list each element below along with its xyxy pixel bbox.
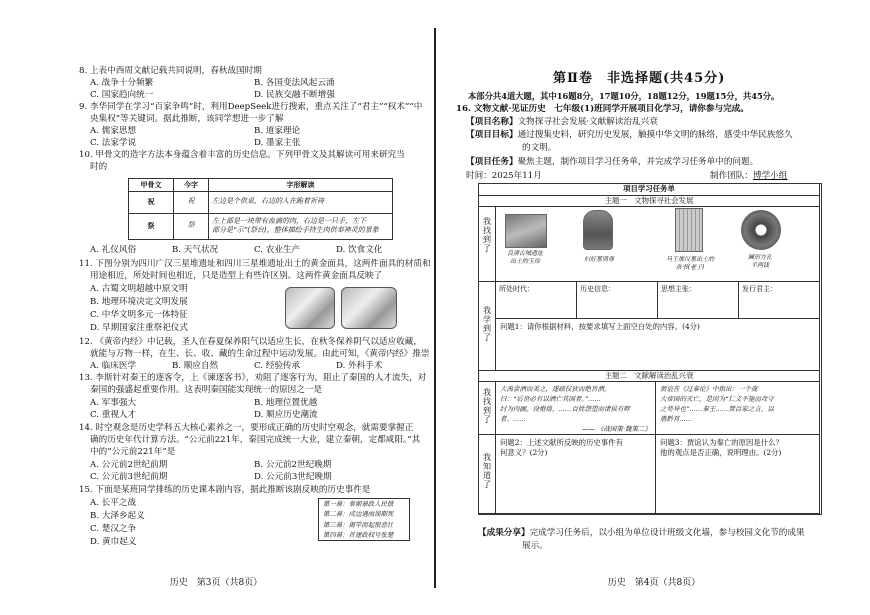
q15-stem: 15. 下面是某班同学排练的历史课本剧内容，据此推断该剧反映的历史事件是	[79, 485, 371, 495]
q12-option-c[interactable]: C. 经验传承	[254, 361, 301, 371]
modern-char: 祭	[174, 213, 209, 239]
q15-option-c[interactable]: C. 楚汉之争	[90, 524, 137, 534]
owl-zun-image	[583, 210, 613, 250]
q10-option-a[interactable]: A. 礼仪风俗	[90, 245, 137, 255]
q14-option-d[interactable]: D. 公元前3世纪晚期	[254, 472, 332, 482]
found-label-cell-2: 我找到了	[478, 381, 496, 435]
field-issuer[interactable]: 发行君主：	[738, 281, 820, 319]
scene-line: 第一幕：秦朝暴政人民愤	[323, 500, 394, 508]
learn-label-cell: 我学到了	[478, 281, 496, 371]
q10-option-d[interactable]: D. 饮食文化	[336, 245, 383, 255]
play-scenes-box	[318, 498, 410, 541]
question-1[interactable]: 问题1：请你根据材料，按要求填写上面空白处的内容。(4分)	[495, 318, 820, 371]
q13-option-a[interactable]: A. 军事强大	[90, 398, 137, 408]
q10-stem-2: 时的	[90, 162, 108, 172]
q11-stem-2: 用途相近，所处时间也相近，只是造型上有些许区别。这两件黄金面具反映了	[90, 271, 383, 281]
q8-option-c[interactable]: C. 国家趋向统一	[90, 90, 154, 100]
page-footer: 历史 第3页（共8页）	[169, 577, 263, 588]
q12-stem-2: 就能与万物一样，在生、长、收、藏的生命过程中运动发展。由此可知，《黄帝内经》推崇	[90, 349, 430, 359]
q13-stem-1: 13. 李斯针对秦王的逐客令，上《谏逐客书》，劝阻了逐客行为，阻止了秦国的人才流失，对	[79, 373, 427, 383]
document-excerpt-2: 贾谊在《过秦论》中指出：一个庞 大帝国的灭亡，是因为“仁义不施而攻守 之势异也”……秦王……焚百家之言，以 愚黔首……	[655, 381, 820, 435]
q12-option-b[interactable]: B. 顺应自然	[172, 361, 219, 371]
task-sheet-title: 项目学习任务单	[478, 183, 820, 196]
q8-option-d[interactable]: D. 民族交融不断增强	[254, 90, 335, 100]
q9-option-c[interactable]: C. 法家学说	[90, 138, 137, 148]
modern-char: 祝	[174, 191, 209, 213]
table-header: 字形解读	[209, 179, 393, 192]
project-name: 【项目名称】文物探寻社会发展·文献解读治乱兴衰	[466, 117, 658, 127]
q10-option-c[interactable]: C. 农业生产	[254, 245, 301, 255]
field-history-info[interactable]: 历史信息：	[576, 281, 658, 319]
section-intro: 本部分共4道大题，其中16题8分，17题10分，18题12分，19题15分，共45分。	[468, 91, 780, 101]
q11-option-a[interactable]: A. 古蜀文明超越中原文明	[90, 284, 188, 294]
q14-stem-1: 14. 时空观念是历史学科五大核心素养之一，要形成正确的历史时空观念，就需要掌握正	[79, 423, 414, 433]
artifact-caption: 妇好墓鸮尊	[583, 256, 614, 263]
page-3	[0, 0, 432, 615]
silk-manuscript-image	[675, 208, 703, 252]
q8-option-b[interactable]: B. 各国变法风起云涌	[254, 78, 335, 88]
task-sheet	[478, 183, 822, 515]
q13-option-b[interactable]: B. 地理位置优越	[254, 398, 318, 408]
jade-cong-image	[505, 214, 547, 248]
q9-option-b[interactable]: B. 道家理论	[254, 126, 301, 136]
q12-stem-1: 12. 《黄帝内经》中记载，圣人在春夏保养阳气以适应生长，在秋冬保养阴气以适应收藏，	[79, 337, 422, 347]
project-task: 【项目任务】聚焦主题，制作项目学习任务单，并完成学习任务单中的问题。	[466, 157, 759, 167]
theme-2-title: 主题二 文献解读治乱兴衰	[478, 370, 820, 382]
q8-option-a[interactable]: A. 战争十分频繁	[90, 78, 154, 88]
q10-stem-1: 10. 甲骨文的造字方法本身蕴含着丰富的历史信息。下列甲骨文及其解读可用来研究当	[79, 150, 405, 160]
scene-line: 第二幕：戍边遇雨误期死	[323, 510, 394, 519]
q14-option-c[interactable]: C. 公元前3世纪前期	[90, 472, 168, 482]
q14-stem-3: 中的“公元前221年”是	[90, 447, 176, 457]
result-share: 【成果分享】完成学习任务后，以小组为单位设计班级文化墙，参与校园文化节的成果	[478, 528, 805, 538]
q8-stem: 8. 上表中西周文献记载共同说明，春秋战国时期	[79, 66, 262, 76]
question-3[interactable]: 问题3：贾谊认为秦亡的原因是什么？ 他的观点是否正确，说明理由。(2分)	[655, 434, 820, 514]
q13-option-d[interactable]: D. 顺应历史潮流	[254, 410, 318, 420]
scene-line: 第三幕：揭竿而起很悲壮	[323, 520, 394, 529]
q13-stem-2: 秦国的强盛起重要作用。这表明秦国能实现统一的原因之一是	[90, 385, 323, 395]
project-goal: 【项目目标】通过搜集史料，研究历史发展，触摸中华文明的脉络，感受中华民族悠久	[466, 130, 793, 140]
oracle-glyph: 祭	[129, 213, 174, 239]
team-line: 制作团队：博学小组	[710, 171, 788, 181]
question-2[interactable]: 问题2：上述文献所反映的历史事件有 何意义？(2分)	[495, 434, 656, 514]
document-excerpt-1: 大禹尝酒而美之，遂疏仪狄而绝旨酒， 曰：“后世必有以酒亡其国者。”…… 纣为肉圃，设炮烙，……百姓怨望而诸侯有畔者。…… —— 《战国策·魏策二》	[495, 381, 656, 435]
q11-option-b[interactable]: B. 地理环境决定文明发展	[90, 297, 188, 307]
page-divider	[434, 28, 436, 588]
q12-option-a[interactable]: A. 临床医学	[90, 361, 137, 371]
q15-option-b[interactable]: B. 大泽乡起义	[90, 511, 145, 521]
q11-option-c[interactable]: C. 中华文明多元一体特征	[90, 310, 188, 320]
q14-option-a[interactable]: A. 公元前2世纪前期	[90, 460, 168, 470]
scene-line: 第四幕：首建政权号张楚	[323, 530, 394, 539]
page-4	[438, 0, 870, 615]
artifact-caption: 良渚古城遗址 出土的玉琮	[506, 250, 543, 265]
q12-option-d[interactable]: D. 外科手术	[336, 361, 383, 371]
theme-1-title: 主题一 文物探寻社会发展	[478, 195, 820, 207]
q16-stem: 16. 文物文献·见证历史 七年级(1)班同学开展项目化学习，请你参与完成。	[456, 104, 749, 114]
q10-option-b[interactable]: B. 天气状况	[172, 245, 219, 255]
gold-mask-image-2	[341, 287, 397, 329]
q11-option-d[interactable]: D. 早期国家注重祭祀仪式	[90, 323, 188, 333]
field-thought[interactable]: 思想主张：	[657, 281, 739, 319]
q9-option-a[interactable]: A. 儒家思想	[90, 126, 137, 136]
know-label-cell: 我知道了	[478, 434, 496, 514]
found-label-cell: 我找到了	[478, 206, 496, 282]
artifact-caption: 圜形方孔 半两钱	[747, 254, 772, 269]
q14-stem-2: 确的历史年代计算方法。“公元前221年，秦国完成统一大业，建立秦朝，定都咸阳。”其	[90, 435, 421, 445]
result-share-cont: 展示。	[522, 541, 548, 551]
q14-option-b[interactable]: B. 公元前2世纪晚期	[254, 460, 332, 470]
field-era[interactable]: 所处时代：	[495, 281, 577, 319]
project-goal-cont: 的文明。	[522, 143, 557, 153]
q9-option-d[interactable]: D. 墨家主张	[254, 138, 301, 148]
artifact-caption: 马王堆汉墓出土的 帛书(老子)	[665, 256, 714, 271]
table-header: 甲骨文	[129, 179, 174, 192]
q9-stem-2: 央集权”等关键词。据此推断，该同学想进一步了解	[90, 114, 284, 124]
q11-stem-1: 11. 下图分别为四川广汉三星堆遗址和四川三星堆遗址出土的黄金面具，这两件面具的材质和	[79, 259, 431, 269]
glyph-note: 左边是个供桌，右边的人在跪着祈祷	[209, 191, 393, 213]
page-footer: 历史 第4页（共8页）	[607, 577, 701, 588]
oracle-bone-table	[128, 178, 393, 240]
glyph-note: 左上部是一块带有血滴的肉，右边是一只手，左下	[212, 216, 366, 225]
table-header: 今字	[174, 179, 209, 192]
oracle-glyph: 祝	[129, 191, 174, 213]
q9-stem-1: 9. 李华同学在学习“百家争鸣”时，利用DeepSeek进行搜索，重点关注了“君主”“权术”“中	[79, 102, 423, 112]
glyph-note: 部分是“示”(祭台)，整体描绘手持生肉供奉神灵的景象	[212, 226, 379, 235]
q13-option-c[interactable]: C. 重视人才	[90, 410, 137, 420]
q15-option-a[interactable]: A. 长平之战	[90, 498, 137, 508]
gold-mask-image-1	[285, 287, 335, 329]
q15-option-d[interactable]: D. 黄巾起义	[90, 537, 137, 547]
banliang-coin-image	[741, 210, 781, 250]
section-title: 第Ⅱ卷 非选择题(共45分)	[553, 71, 726, 86]
date-line: 时间：2025年11月	[466, 171, 542, 181]
